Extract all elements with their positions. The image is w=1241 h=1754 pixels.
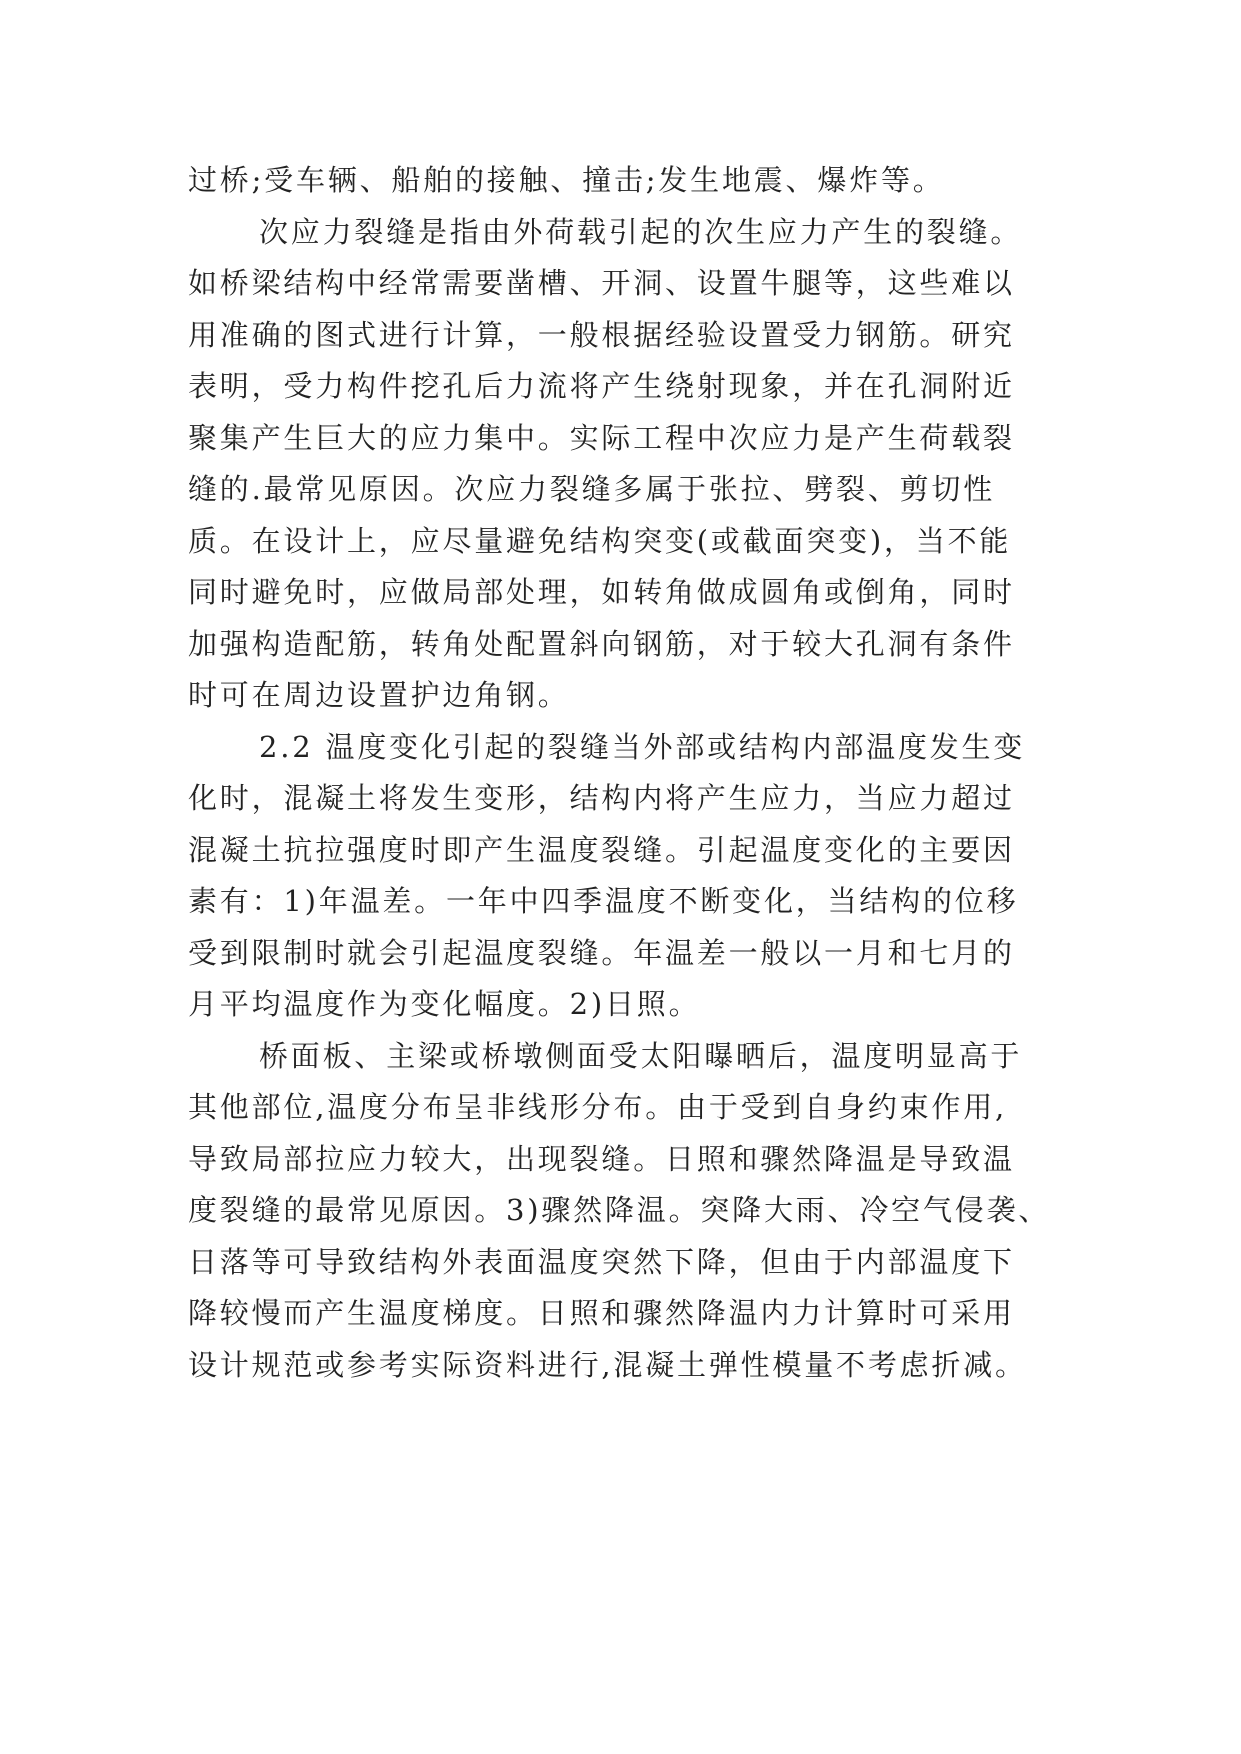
- text-line: 用准确的图式进行计算，一般根据经验设置受力钢筋。研究: [188, 317, 1015, 352]
- text-line: 如桥梁结构中经常需要凿槽、开洞、设置牛腿等，这些难以: [188, 266, 1015, 300]
- text-line: 缝的.最常见原因。次应力裂缝多属于张拉、劈裂、剪切性: [188, 472, 996, 506]
- text-line: 度裂缝的最常见原因。3)骤然降温。突降大雨、冷空气侵袭、: [188, 1193, 1051, 1227]
- text-line: 时可在周边设置护边角钢。: [188, 678, 570, 712]
- text-line: 月平均温度作为变化幅度。2)日照。: [188, 987, 701, 1021]
- body-text: [188, 155, 1068, 1391]
- text-line: 桥面板、主梁或桥墩侧面受太阳曝晒后，温度明显高于: [259, 1038, 1023, 1073]
- text-line: 同时避免时，应做局部处理，如转角做成圆角或倒角，同时: [188, 575, 1015, 609]
- text-line: 受到限制时就会引起温度裂缝。年温差一般以一月和七月的: [188, 935, 1015, 970]
- text-line: 混凝土抗拉强度时即产生温度裂缝。引起温度变化的主要因: [188, 832, 1015, 867]
- text-line: 质。在设计上，应尽量避免结构突变(或截面突变)，当不能: [188, 523, 1012, 558]
- text-line: 导致局部拉应力较大，出现裂缝。日照和骤然降温是导致温: [188, 1141, 1015, 1176]
- text-line: 其他部位,温度分布呈非线形分布。由于受到自身约束作用,: [188, 1090, 1008, 1124]
- text-line: 次应力裂缝是指由外荷载引起的次生应力产生的裂缝。: [259, 214, 1023, 249]
- text-line: 设计规范或参考实际资料进行,混凝土弹性模量不考虑折减。: [188, 1347, 1027, 1382]
- text-line: 化时，混凝土将发生变形，结构内将产生应力，当应力超过: [188, 781, 1015, 815]
- text-line: 素有：1)年温差。一年中四季温度不断变化，当结构的位移: [188, 884, 1019, 918]
- text-line: 过桥;受车辆、船舶的接触、撞击;发生地震、爆炸等。: [188, 163, 945, 197]
- text-line: 日落等可导致结构外表面温度突然下降，但由于内部温度下: [188, 1244, 1015, 1279]
- text-line: 表明，受力构件挖孔后力流将产生绕射现象，并在孔洞附近: [188, 369, 1015, 403]
- text-line: 降较慢而产生温度梯度。日照和骤然降温内力计算时可采用: [188, 1296, 1015, 1330]
- text-line: 加强构造配筋，转角处配置斜向钢筋，对于较大孔洞有条件: [188, 626, 1015, 661]
- text-line: 聚集产生巨大的应力集中。实际工程中次应力是产生荷载裂: [188, 420, 1015, 455]
- text-line: 2.2 温度变化引起的裂缝当外部或结构内部温度发生变: [259, 729, 1026, 764]
